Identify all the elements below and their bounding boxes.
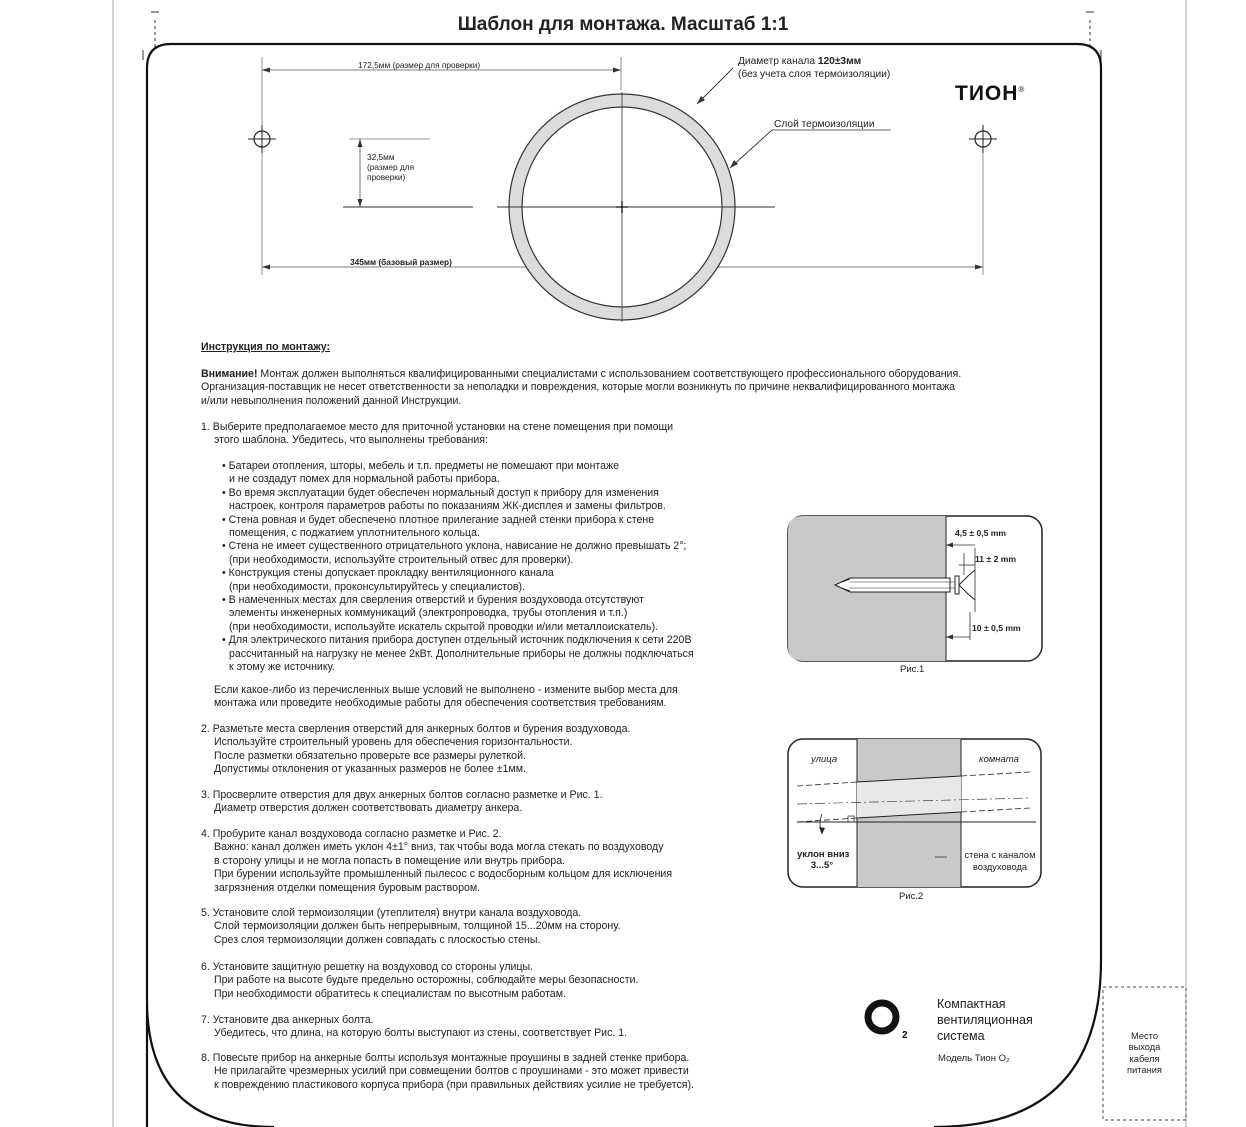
bullet-line: • Стена не имеет существенного отрицательного уклона, нависание не должно превышать 2°;: [222, 540, 687, 553]
step-line: При работе на высоте будьте предельно осторожны, соблюдайте меры безопасности.: [214, 974, 639, 987]
bullet-line: (при необходимости, проконсультируйтесь у специалистов).: [229, 580, 525, 593]
bullet-line: • Во время эксплуатации будет обеспечен нормальный доступ к прибору для изменения: [222, 486, 659, 499]
step-3: [201, 789, 603, 816]
step-line: 8. Повесьте прибор на анкерные болты используя монтажные проушины в задней стенке прибора.: [201, 1052, 690, 1064]
cable-exit-label: [1103, 1031, 1186, 1076]
bullet-line: (при необходимости, используйте искатель скрытой проводки и/или металлоискатель).: [229, 620, 659, 633]
channel-label: [738, 56, 890, 81]
bullet-line: и не создадут помех для нормальной работы прибора.: [229, 473, 500, 486]
cable-exit-line: питания: [1127, 1064, 1162, 1075]
brand-logo: [955, 82, 1025, 106]
channel-diameter-value: 120±3мм: [817, 56, 862, 67]
fig2-slope-line: 3...5°: [810, 860, 834, 871]
step-line: к повреждению пластикового корпуса прибора (при правильных действиях усилие не требуется).: [214, 1078, 694, 1091]
step-5: [201, 907, 620, 947]
channel-label-prefix: Диаметр канала: [738, 56, 818, 67]
note-line: монтажа или проведите необходимые работы для обеспечения соответствия требованиям.: [214, 697, 667, 710]
step-6: [201, 961, 638, 1001]
step-line: Слой термоизоляции должен быть непрерывным, толщиной 15...20мм на сторону.: [214, 920, 621, 933]
bullet-line: • Батареи отопления, шторы, мебель и т.п. предметы не помешают при монтаже: [222, 460, 620, 472]
cable-exit-line: выхода: [1128, 1042, 1161, 1053]
step-line: Убедитесь, что длина, на которую болты выступают из стены, соответствует Рис. 1.: [214, 1027, 628, 1040]
instructions-heading: Инструкция по монтажу:: [201, 341, 331, 353]
fig2-room-label: комната: [979, 754, 1019, 765]
bullet-line: рассчитанный на нагрузку не менее 2кВт. Дополнительные приборы не должны подключаться: [229, 647, 694, 660]
step-line: 5. Установите слой термоизоляции (утеплителя) внутри канала воздуховода.: [201, 907, 582, 919]
step-2: [201, 723, 630, 777]
warning-line: и/или невыполнения положений данной Инструкции.: [201, 394, 462, 407]
bullet-line: помещения, с поджатием уплотнительного кольца.: [229, 527, 480, 540]
step-1-bullets: [201, 460, 694, 675]
fig1-dim-a: 4,5 ± 0,5 mm: [955, 528, 1007, 538]
step-line: При бурении используйте промышленный пылесос с водосборным кольцом для исключения: [214, 868, 673, 881]
step-line: 6. Установите защитную решетку на воздуховод со стороны улицы.: [201, 961, 534, 973]
channel-label-line: [738, 56, 890, 69]
brand-reg-mark: ®: [1018, 85, 1026, 94]
step-8: [201, 1052, 694, 1092]
dim-top-label: 172,5мм (размер для проверки): [358, 60, 481, 70]
bullet-line: элементы инженерных коммуникаций (электропроводка, трубы отопления и т.п.): [229, 607, 628, 620]
warning-line: Организация-поставщик не несет ответственности за неполадки и повреждения, которые могли возникнуть по причине неквалифицированного монтажа: [201, 381, 956, 394]
step-line: После разметки обязательно проверьте все размеры рулеткой.: [214, 749, 526, 762]
dim-vertical-line: (размер для: [367, 162, 415, 172]
fig1-dim-c: 10 ± 0,5 mm: [972, 623, 1021, 633]
step-line: 4. Пробурите канал воздуховода согласно разметке и Рис. 2.: [201, 828, 502, 840]
fig1-dim-b: 11 ± 2 mm: [975, 554, 1017, 564]
fig2-slope-line: уклон вниз: [797, 849, 850, 860]
dim-vertical-line: 32,5мм: [367, 152, 395, 162]
bullet-line: к этому же источнику.: [229, 661, 335, 674]
channel-label-note: (без учета слоя термоизоляции): [738, 68, 891, 80]
warning-bold: Внимание!: [201, 368, 258, 380]
warning-line: [201, 368, 961, 381]
step-line: 7. Установите два анкерных болта.: [201, 1014, 374, 1026]
step-line: 2. Разметьте места сверления отверстий для анкерных болтов и бурения воздуховода.: [201, 723, 631, 735]
dim-vertical-line: проверки): [367, 172, 406, 182]
step-line: этого шаблона. Убедитесь, что выполнены требования:: [214, 434, 488, 447]
product-name-line: вентиляционная: [937, 1013, 1033, 1027]
fig2-slope-label: [797, 849, 850, 871]
bullet-line: • Для электрического питания прибора доступен отдельный источник подключения к сети 220В: [222, 634, 692, 647]
cable-exit-line: Место: [1131, 1031, 1158, 1041]
page-title: Шаблон для монтажа. Масштаб 1:1: [457, 14, 789, 35]
fig1-caption: Рис.1: [900, 664, 925, 675]
o2-logo-subscript: 2: [902, 1030, 908, 1041]
bullet-line: • В намеченных местах для сверления отверстий и бурения воздуховода отсутствуют: [222, 594, 644, 607]
step-1-note: [201, 684, 678, 711]
product-model: Модель Тион O₂: [938, 1053, 1010, 1064]
bullet-line: • Стена ровная и будет обеспечено плотное прилегание задней стенки прибора к стене: [222, 513, 655, 526]
fig2-wall-line: стена с каналом: [964, 850, 1036, 860]
step-line: Допустимы отклонения от указанных размеров не более ±1мм.: [214, 763, 526, 776]
warning-text: Монтаж должен выполняться квалифицированными специалистами с использованием соответствующего профессионального оборудования.: [257, 368, 962, 380]
step-1: [201, 421, 673, 448]
product-name-line: система: [937, 1029, 985, 1043]
step-4: [201, 828, 672, 895]
fig2-wall-label: [963, 850, 1037, 873]
bullet-line: настроек, контроля параметров работы по показаниям ЖК-дисплея и замены фильтров.: [229, 500, 666, 513]
note-line: Если какое-либо из перечисленных выше условий не выполнено - измените выбор места для: [214, 684, 678, 696]
step-line: Важно: канал должен иметь уклон 4±1° вниз, так чтобы вода могла стекать по воздуховоду: [214, 841, 664, 854]
dim-vertical-label: [367, 152, 414, 182]
step-line: 3. Просверлите отверстия для двух анкерных болтов согласно разметке и Рис. 1.: [201, 789, 603, 801]
step-7: [201, 1014, 627, 1041]
step-line: Используйте строительный уровень для обеспечения горизонтальности.: [214, 736, 573, 749]
step-line: Диаметр отверстия должен соответствовать диаметру анкера.: [214, 802, 523, 815]
fig2-caption: Рис.2: [899, 891, 924, 902]
step-line: Срез слоя термоизоляции должен совпадать с плоскостью стены.: [214, 933, 541, 946]
product-name: [937, 996, 1033, 1044]
warning-block: [201, 368, 961, 408]
step-line: загрязнения отделки помещения буровым раствором.: [214, 881, 481, 894]
insulation-label: Слой термоизоляции: [774, 119, 875, 130]
bullet-line: (при необходимости, используйте строительный отвес для проверки).: [229, 553, 574, 566]
fig2-street-label: улица: [811, 754, 838, 765]
product-name-line: Компактная: [937, 997, 1006, 1011]
brand-logo-text: ТИОН: [955, 82, 1019, 105]
cable-exit-line: кабеля: [1129, 1053, 1160, 1064]
fig2-wall-line: воздуховода: [972, 861, 1028, 872]
step-line: Не прилагайте чрезмерных усилий при совмещении болтов с проушинами - это может привести: [214, 1065, 689, 1078]
step-line: в сторону улицы и не могла попасть в помещение или внутрь прибора.: [214, 854, 566, 867]
bullet-line: • Конструкция стены допускает прокладку вентиляционного канала: [222, 567, 554, 580]
step-line: При необходимости обратитесь к специалистам по высотным работам.: [214, 987, 566, 1000]
step-line: 1. Выберите предполагаемое место для приточной установки на стене помещения при помощи: [201, 421, 674, 433]
dim-bottom-label: 345мм (базовый размер): [350, 257, 452, 267]
